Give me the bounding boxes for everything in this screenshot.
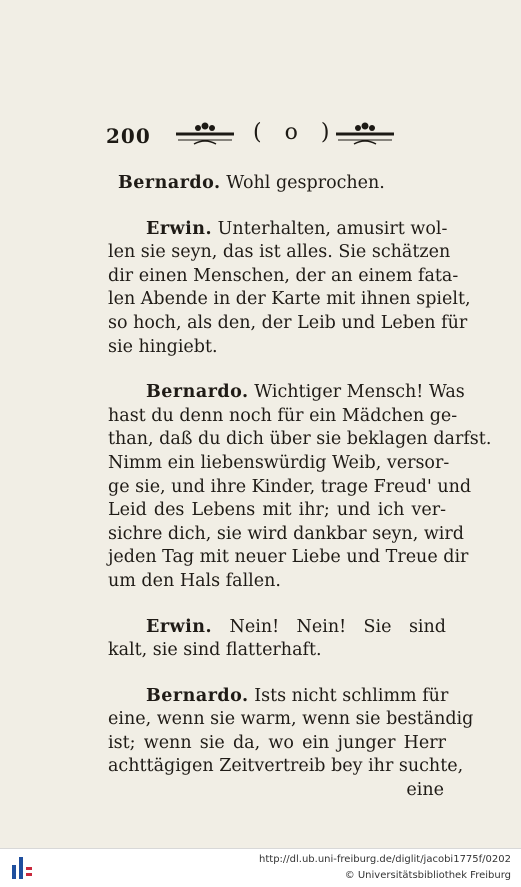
text-line: so hoch, als den, der Leib und Leben für: [108, 312, 468, 333]
speaker-name: Bernardo.: [146, 685, 249, 706]
text-line: jeden Tag mit neuer Liebe und Treue dir: [108, 547, 469, 568]
running-head: [106, 120, 446, 154]
speech-text: Wichtiger Mensch! Was: [254, 382, 465, 403]
signature-mark: ( o ): [253, 120, 338, 145]
catchword: eine: [406, 780, 444, 801]
text-line: kalt, sie sind flatterhaft.: [108, 640, 322, 661]
speech-text: Unterhalten, amusirt wol-: [217, 218, 448, 239]
ornament-left: [176, 120, 234, 150]
speech-text: Nein! Nein! Sie sind: [229, 616, 446, 637]
speaker-name: Erwin.: [146, 616, 213, 637]
text-line: len sie seyn, das ist alles. Sie schätzen: [108, 242, 451, 263]
page-number: 200: [106, 124, 151, 148]
text-line: achttägigen Zeitvertreib bey ihr suchte,: [108, 756, 464, 777]
text-line: sichre dich, sie wird dankbar seyn, wird: [108, 523, 464, 544]
speech-text: Wohl gesprochen.: [226, 173, 385, 193]
library-logo-icon: [10, 855, 34, 881]
text-line: ist; wenn sie da, wo ein junger Herr: [108, 732, 446, 753]
source-url[interactable]: http://dl.ub.uni-freiburg.de/diglit/jacobi1775f/0202: [259, 854, 511, 865]
speech-text: Ists nicht schlimm für: [254, 685, 449, 706]
ornament-right: [336, 120, 394, 150]
text-line: sie hingiebt.: [108, 336, 218, 357]
text-line: Nimm ein liebenswürdig Weib, versor-: [108, 452, 450, 473]
text-line: [108, 218, 446, 242]
text-line: eine, wenn sie warm, wenn sie beständig: [108, 709, 474, 730]
text-line: than, daß du dich über sie beklagen darfst.: [108, 429, 492, 450]
text-line: [108, 172, 446, 196]
text-line: ge sie, und ihre Kinder, trage Freud' und: [108, 476, 472, 497]
copyright-notice: © Universitätsbibliothek Freiburg: [344, 870, 511, 881]
text-line: [108, 685, 449, 709]
page-text: [108, 172, 492, 803]
speaker-name: Bernardo.: [118, 173, 221, 193]
text-line: um den Hals fallen.: [108, 570, 281, 591]
text-line: dir einen Menschen, der an einem fata-: [108, 265, 459, 286]
text-line: Leid des Lebens mit ihr; und ich ver-: [108, 500, 446, 521]
speaker-name: Bernardo.: [146, 382, 249, 403]
text-line: [108, 616, 446, 640]
text-line: [108, 381, 465, 405]
text-line: len Abende in der Karte mit ihnen spielt,: [108, 289, 471, 310]
speaker-name: Erwin.: [146, 218, 213, 239]
text-line: hast du denn noch für ein Mädchen ge-: [108, 405, 458, 426]
viewer-footer: [0, 848, 521, 887]
